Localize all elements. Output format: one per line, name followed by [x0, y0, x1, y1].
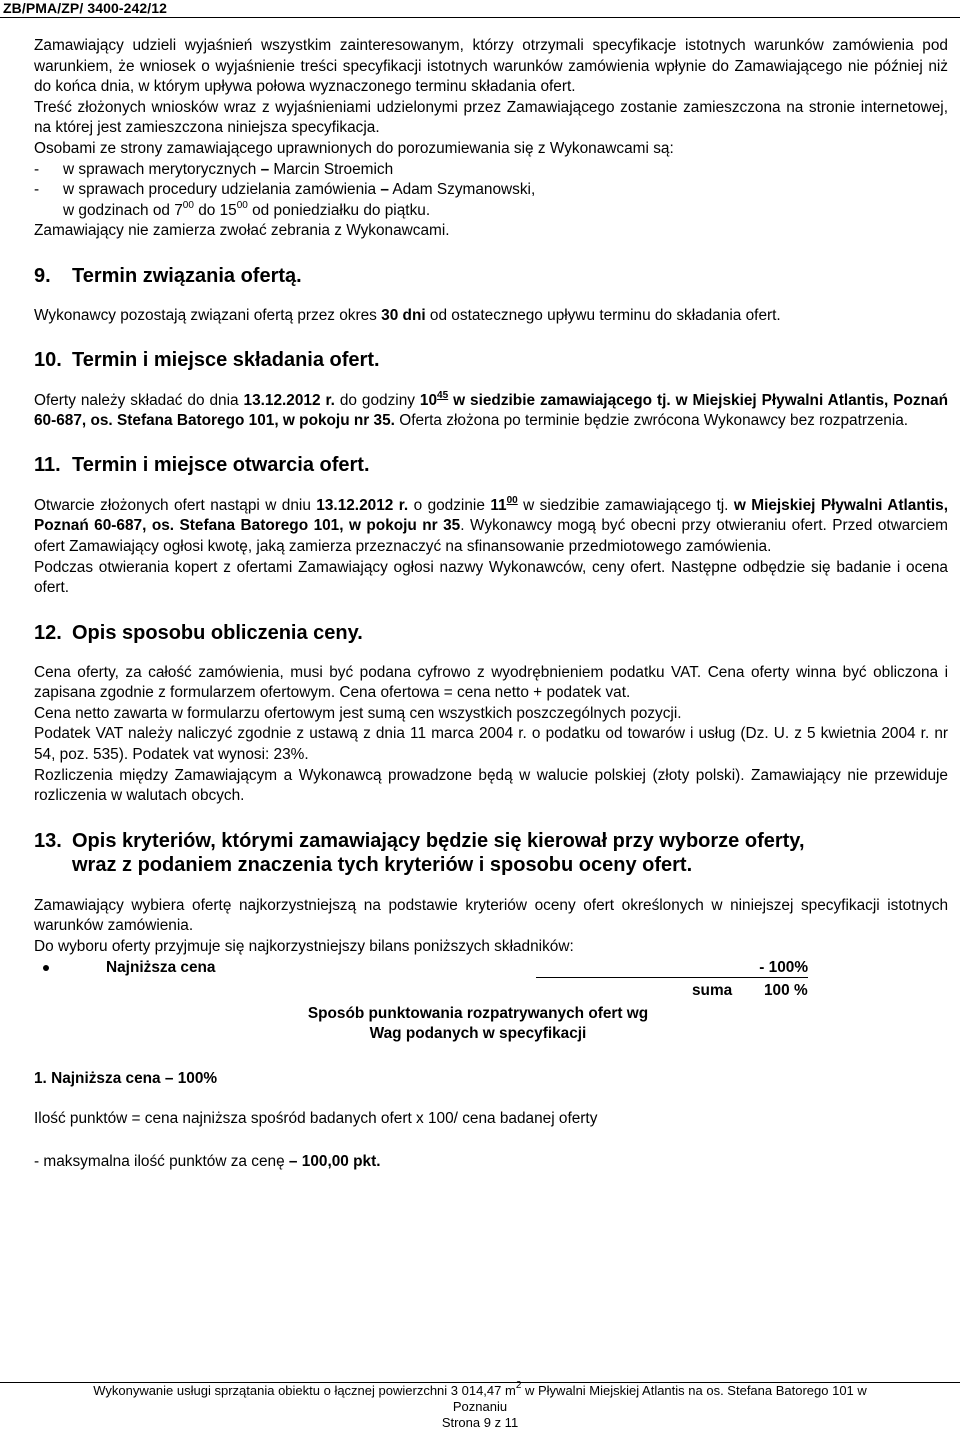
section-number: 9.	[34, 264, 51, 287]
sum-label: suma	[692, 981, 733, 999]
section-title: Termin związania ofertą.	[72, 264, 302, 287]
paragraph-publication: Treść złożonych wniosków wraz z wyjaśnieniami udzielonymi przez Zamawiającego zostanie zamieszczona na stronie internetowej, na której jest zamieszczona niniejsza specyfikacja.	[34, 98, 948, 137]
text: Otwarcie złożonych ofert nastąpi w dniu	[34, 496, 317, 514]
section-13-heading	[34, 829, 948, 877]
footer-sup: 2	[515, 1380, 522, 1391]
max-points-value: 100,00 pkt.	[301, 1153, 381, 1170]
criterion-row	[34, 958, 948, 979]
price-paragraph-3: Podatek VAT należy naliczyć zgodnie z ustawą z dnia 11 marca 2004 r. o podatku od towarów i usług (Dz. U. z 5 kwietnia 2004 r. nr 54, poz. 535). Podatek vat wynosi: 23%.	[34, 725, 948, 764]
section-11-text-2: Podczas otwierania kopert z ofertami Zamawiający ogłosi nazwy Wykonawców, ceny ofert. Następne odbędzie się badanie i ocena ofert.	[34, 558, 948, 597]
contact-dash: –	[260, 160, 270, 178]
hours-sup: 00	[182, 199, 194, 211]
scoring-method-line: Wag podanych w specyfikacji	[369, 1025, 587, 1043]
text: Oferty należy składać do dnia	[34, 391, 244, 409]
text: Wykonawcy pozostają związani ofertą przez okres	[34, 306, 382, 324]
hours-text: od poniedziałku do piątku.	[247, 201, 431, 219]
footer-text: w Pływalni Miejskiej Atlantis na os. Stefana Batorego 101 w	[521, 1383, 867, 1398]
section-10-text	[34, 391, 948, 432]
list-dash: -	[34, 181, 40, 199]
opening-minutes: 00	[506, 494, 518, 506]
points-formula: Ilość punktów = cena najniższa spośród badanych ofert x 100/ cena badanej oferty	[34, 1110, 598, 1128]
criterion-name: Najniższa cena	[106, 958, 216, 976]
list-dash: -	[34, 160, 40, 178]
opening-place: w Miejskiej Pływalni Atlantis, Poznań 60-687, os. Stefana Batorego 101, w pokoju nr 35	[34, 496, 948, 535]
section-number: 12.	[34, 621, 62, 644]
text: Oferta złożona po terminie będzie zwrócona Wykonawcy bez rozpatrzenia.	[394, 412, 909, 430]
text: w siedzibie zamawiającego tj.	[517, 496, 734, 514]
max-points	[34, 1152, 948, 1173]
opening-date: 13.12.2012 r.	[316, 496, 409, 514]
submission-place: w siedzibie zamawiającego tj. w Miejskiej Pływalni Atlantis, Poznań 60-687, os. Stefana Batorego 101, w pokoju nr 35.	[34, 391, 948, 430]
page-number: Strona 9 z 11	[441, 1415, 519, 1430]
text: od ostatecznego upływu terminu do składania ofert.	[425, 306, 781, 324]
criteria-paragraph-1: Zamawiający wybiera ofertę najkorzystniejszą na podstawie kryteriów oceny ofert określonych w niniejszej specyfikacji istotnych warunków zamówienia.	[34, 896, 948, 935]
contact-list	[34, 160, 948, 222]
criterion-item-1: 1. Najniższa cena – 100%	[34, 1069, 218, 1087]
section-10-heading	[34, 348, 948, 372]
contact-item-procedure	[34, 180, 948, 201]
section-title-line: wraz z podaniem znaczenia tych kryteriów i sposobu oceny ofert.	[72, 853, 693, 876]
footer-line-1	[0, 1380, 960, 1399]
text: . Wykonawcy mogą być obecni przy otwieraniu ofert. Przed otwarciem ofert Zamawiający ogłosi kwotę, jaką zamierza przeznaczyć na sfinansowanie przedmiotowego zamówienia.	[34, 517, 948, 555]
header-divider	[0, 17, 960, 18]
section-title-line: Opis kryteriów, którymi zamawiający będzie się kierował przy wyborze oferty,	[72, 829, 805, 852]
text: o godzinie	[408, 496, 491, 514]
dash: –	[288, 1153, 298, 1170]
price-paragraph-4: Rozliczenia między Zamawiającym a Wykonawcą prowadzone będą w walucie polskiej (złoty polski). Zamawiający nie przewiduje rozliczenia w walutach obcych.	[34, 766, 948, 805]
section-9-heading	[34, 264, 948, 288]
section-title: Termin i miejsce składania ofert.	[72, 348, 380, 371]
section-title: Termin i miejsce otwarcia ofert.	[72, 453, 370, 476]
binding-period: 30 dni	[381, 306, 426, 324]
contact-person: Adam Szymanowski,	[392, 181, 536, 199]
contact-person: Marcin Stroemich	[273, 160, 394, 178]
section-9-text	[34, 306, 948, 327]
opening-hour: 11	[490, 496, 507, 514]
criteria-paragraph-2: Do wyboru oferty przyjmuje się najkorzystniejszy bilans poniższych składników:	[34, 938, 574, 956]
section-number: 13.	[34, 829, 62, 852]
contact-hours	[34, 201, 948, 222]
footer-line-2: Poznaniu	[452, 1399, 508, 1414]
page-footer	[0, 1380, 960, 1431]
text: do godziny	[334, 391, 420, 409]
contact-item-substantive	[34, 160, 948, 181]
document-reference: ZB/PMA/ZP/ 3400-242/12	[3, 0, 168, 16]
hours-sup: 00	[236, 199, 248, 211]
bullet-icon	[43, 965, 49, 971]
submission-minutes: 45	[437, 389, 449, 401]
hours-text: do 15	[193, 201, 237, 219]
paragraph-contacts: Osobami ze strony zamawiającego uprawnionych do porozumiewania się z Wykonawcami są:	[34, 139, 674, 157]
text: - maksymalna ilość punktów za cenę	[34, 1153, 285, 1170]
sum-value: 100 %	[764, 981, 808, 999]
sum-row	[34, 979, 948, 1002]
submission-date: 13.12.2012 r.	[243, 391, 335, 409]
document-body	[34, 36, 948, 1173]
section-11-text	[34, 496, 948, 558]
contact-topic: w sprawach merytorycznych	[63, 160, 257, 178]
paragraph-clarifications: Zamawiający udzieli wyjaśnień wszystkim zainteresowanym, którzy otrzymali specyfikacje istotnych warunków zamówienia pod warunkiem, że wniosek o wyjaśnienie treści specyfikacji istotnych warunków zamówienia wpłynie do Zamawiającego nie później niż do końca dnia, w którym upływa połowa wyznaczonego terminu składania ofert.	[34, 37, 948, 96]
footer-text: Wykonywanie usługi sprzątania obiektu o łącznej powierzchni 3 014,47 m	[93, 1383, 516, 1398]
paragraph-no-meeting: Zamawiający nie zamierza zwołać zebrania z Wykonawcami.	[34, 222, 450, 240]
criterion-weight: - 100%	[759, 958, 808, 976]
section-11-heading	[34, 453, 948, 477]
section-title: Opis sposobu obliczenia ceny.	[72, 621, 363, 644]
section-12-heading	[34, 621, 948, 645]
contact-topic: w sprawach procedury udzielania zamówienia	[63, 181, 377, 199]
scoring-method-line: Sposób punktowania rozpatrywanych ofert wg	[307, 1004, 649, 1022]
contact-dash: –	[380, 181, 389, 199]
section-number: 11.	[34, 453, 61, 476]
price-paragraph-2: Cena netto zawarta w formularzu ofertowym jest sumą cen wszystkich poszczególnych pozycji.	[34, 704, 682, 722]
section-number: 10.	[34, 348, 62, 371]
price-paragraph-1: Cena oferty, za całość zamówienia, musi być podana cyfrowo z wyodrębnieniem podatku VAT. Cena oferty winna być obliczona i zapisana zgodnie z formularzem ofertowym. Cena ofertowa = cena netto + podatek vat.	[34, 663, 948, 702]
criterion-weight-line	[536, 958, 808, 978]
scoring-method-heading	[258, 1004, 698, 1045]
hours-text: w godzinach od 7	[63, 201, 183, 219]
submission-hour: 10	[419, 391, 438, 409]
